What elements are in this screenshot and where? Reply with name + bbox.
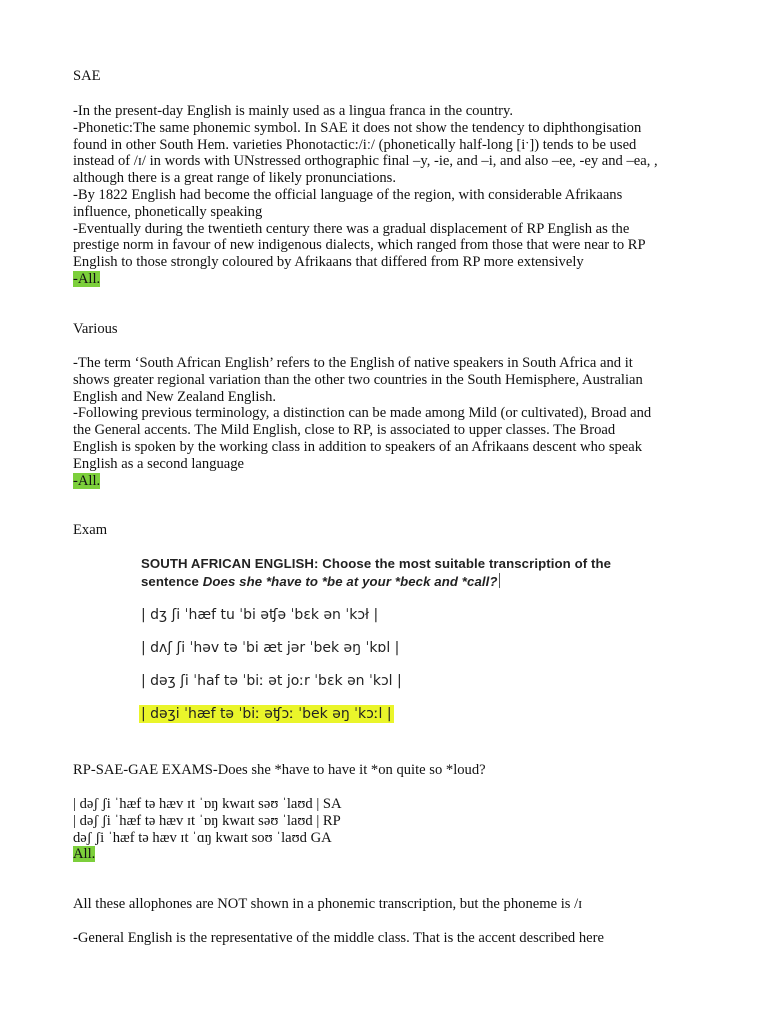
text-line: -Phonetic:The same phonemic symbol. In SAE it does not show the tendency to diphthongisation bbox=[73, 119, 642, 136]
exam-option-4-correct: | dəʒi ˈhæf tə ˈbiː əʧɔː ˈbek əŋ ˈkɔːl | bbox=[141, 706, 392, 722]
text-line: found in other South Hem. varieties Phonotactic:/iː/ (phonetically half-long [iˑ]) tends to be used bbox=[73, 136, 637, 153]
text-line: English to those strongly coloured by Afrikaans that differed from RP more extensively bbox=[73, 254, 584, 271]
exam-option-2: | dʌʃ ʃi ˈhəv tə ˈbi æt jər ˈbek əŋ ˈkɒl | bbox=[141, 640, 400, 656]
sae-body bbox=[73, 103, 713, 288]
section-sae bbox=[73, 68, 713, 85]
rp-sae-gae-body bbox=[73, 796, 713, 863]
answer-highlight: All. bbox=[73, 846, 96, 863]
text-line: shows greater regional variation than the other two countries in the South Hemisphere, Australian bbox=[73, 371, 643, 388]
answer-highlight: -All. bbox=[73, 270, 101, 287]
allophones-note: All these allophones are NOT shown in a phonemic transcription, but the phoneme is /ɪ bbox=[73, 896, 583, 912]
exam-question-sentence: Does she *have to *be at your *beck and *call? bbox=[202, 573, 498, 589]
text-line: English is spoken by the working class in addition to speakers of an Afrikaans descent who speak bbox=[73, 438, 643, 455]
exam-question-line2: sentence bbox=[141, 573, 203, 589]
text-line: -In the present-day English is mainly used as a lingua franca in the country. bbox=[73, 103, 513, 119]
text-line: -Eventually during the twentieth century there was a gradual displacement of RP English as the bbox=[73, 220, 630, 237]
text-line: -Following previous terminology, a distinction can be made among Mild (or cultivated), Broad and bbox=[73, 405, 652, 422]
transcription-line: | dəʃ ʃi ˈhæf tə hæv ɪt ˈɒŋ kwaɪt səʊ ˈlaʊd | RP bbox=[73, 812, 341, 829]
exam-question bbox=[141, 556, 657, 590]
text-line: although there is a great range of likely pronunciations. bbox=[73, 170, 396, 187]
section-exam bbox=[73, 522, 713, 539]
text-line: English as a second language bbox=[73, 455, 245, 472]
text-line: English and New Zealand English. bbox=[73, 388, 277, 405]
answer-highlight: -All. bbox=[73, 472, 101, 489]
heading-exam: Exam bbox=[73, 522, 108, 538]
text-line: instead of /ɪ/ in words with UNstressed orthographic final –y, -ie, and –i, and also –ee, -ey and –ea, , bbox=[73, 153, 658, 170]
exam-option-3: | dəʒ ʃi ˈhaf tə ˈbiː ət joːr ˈbɛk ən ˈkɔl | bbox=[141, 673, 402, 689]
general-english-note: -General English is the representative of the middle class. That is the accent described here bbox=[73, 930, 604, 946]
transcription-line: | dəʃ ʃi ˈhæf tə hæv ɪt ˈɒŋ kwaɪt səʊ ˈlaʊd | SA bbox=[73, 796, 342, 812]
exam-question-image bbox=[137, 550, 657, 726]
text-cursor bbox=[499, 573, 500, 588]
section-various bbox=[73, 321, 713, 338]
exam-question-line1: SOUTH AFRICAN ENGLISH: Choose the most suitable transcription of the bbox=[141, 556, 612, 571]
various-body bbox=[73, 355, 713, 489]
section-rp-sae-gae bbox=[73, 762, 713, 779]
transcription-line: dəʃ ʃi ˈhæf tə hæv ɪt ˈɑŋ kwaɪt soʊ ˈlaʊd GA bbox=[73, 829, 332, 846]
text-line: prestige norm in favour of new indigenous dialects, which ranged from those that were near to RP bbox=[73, 237, 646, 254]
heading-sae: SAE bbox=[73, 68, 101, 84]
text-line: -The term ‘South African English’ refers to the English of native speakers in South Africa and it bbox=[73, 355, 633, 371]
heading-rp-sae-gae: RP-SAE-GAE EXAMS-Does she *have to have it *on quite so *loud? bbox=[73, 762, 486, 778]
exam-option-1: | dʒ ʃi ˈhæf tu ˈbi əʧə ˈbɛk ən ˈkɔł | bbox=[141, 607, 379, 623]
heading-various: Various bbox=[73, 321, 118, 337]
text-line: the General accents. The Mild English, close to RP, is associated to upper classes. The Broad bbox=[73, 422, 616, 439]
text-line: -By 1822 English had become the official language of the region, with considerable Afrikaans bbox=[73, 186, 623, 203]
text-line: influence, phonetically speaking bbox=[73, 203, 263, 220]
